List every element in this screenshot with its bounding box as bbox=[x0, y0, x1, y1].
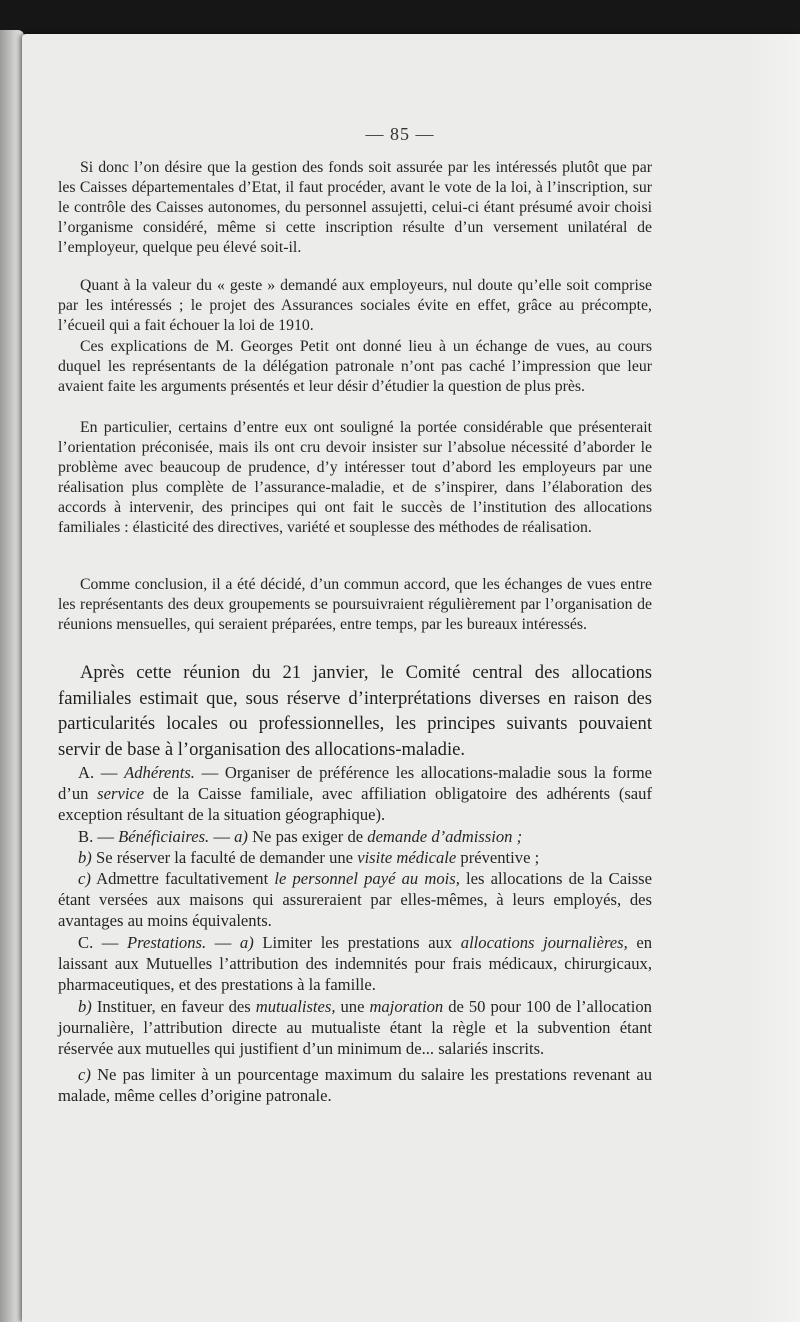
paragraph-5: Comme conclusion, il a été décidé, d’un commun accord, que les échanges de vues entre les représentants des deux groupements se poursuivraient régulièrement par l’organisation de réunions mensuelles, qui seraient préparées, entre temps, par les bureaux intéressés. bbox=[58, 576, 652, 633]
page-edge-highlight bbox=[750, 34, 800, 1322]
section-a-title: Adhérents. bbox=[124, 763, 195, 782]
page-number: — 85 — bbox=[365, 124, 435, 144]
paragraph-1: Si donc l’on désire que la gestion des fonds soit assurée par les intéressés plutôt que par les Caisses départementales d’Etat, il faut procéder, avant le vote de la loi, à l’inscription, sur le contrôle des Caisses autonomes, du personnel assujetti, celui-ci étant présumé avoir choisi l’organisme considéré, même si cette inscription résulte d’un versement unilatéral de l’employeur, quelque peu élevé soit-il. bbox=[58, 159, 652, 256]
paragraph-3: Ces explications de M. Georges Petit ont donné lieu à un échange de vues, au cours duquel les représentants de la délégation patronale n’ont pas caché l’impression que leur avaient faite les arguments présentés et leur désir d’étudier la question de plus près. bbox=[58, 338, 652, 395]
section-b-item-a: B. — Bénéficiaires. — a) Ne pas exiger de demande d’admission ; bbox=[78, 827, 523, 846]
adjacent-page-edge bbox=[0, 30, 24, 1322]
section-c-item-c: c) Ne pas limiter à un pourcentage maximum du salaire les prestations revenant au malade, même celles d’origine patronale. bbox=[58, 1065, 652, 1106]
section-b-item-b: b) Se réserver la faculté de demander une visite médicale préventive ; bbox=[78, 848, 540, 867]
main-paragraph: Après cette réunion du 21 janvier, le Comité central des allocations familiales estimait que, sous réserve d’interprétations diverses en raison des particularités locales ou professionnelles, les principes suivants pouvaient servir de base à l’organisation des allocations-maladie. bbox=[58, 662, 652, 760]
section-c-item-b: b) Instituer, en faveur des mutualistes, une majoration de 50 pour 100 de l’allocation journalière, l’attribution directe au mutualiste étant la règle et la subvention étant réservée aux mutuelles qui justifient d’un minimum de... salariés inscrits. bbox=[58, 997, 652, 1059]
section-b-item-c: c) Admettre facultativement le personnel payé au mois, les allocations de la Caisse étant versées aux maisons qui assureraient par elles-mêmes, à leurs employés, des avantages au moins équivalents. bbox=[58, 869, 652, 931]
section-c-item-a: C. — Prestations. — a) Limiter les prestations aux allocations journalières, en laissant aux Mutuelles l’attribution des indemnités pour frais médicaux, chirurgicaux, pharmaceutiques, et des prestations à la famille. bbox=[58, 933, 653, 995]
paragraph-2: Quant à la valeur du « geste » demandé aux employeurs, nul doute qu’elle soit comprise par les intéressés ; le projet des Assurances sociales évite en effet, grâce au précompte, l’écueil qui a fait échouer la loi de 1910. bbox=[58, 277, 652, 334]
section-c-title: Prestations. bbox=[127, 933, 207, 952]
section-a-adherents: A. — Adhérents. — Organiser de préférence les allocations-maladie sous la forme d’un service de la Caisse familiale, avec affiliation obligatoire des adhérents (sauf exception résultant de la situation géographique). bbox=[58, 763, 652, 825]
paragraph-4: En particulier, certains d’entre eux ont souligné la portée considérable que présenterait l’orientation préconisée, mais ils ont cru devoir insister sur l’absolue nécessité d’aborder le problème avec beaucoup de prudence, d’y intéresser tout d’abord les employeurs par une réalisation plus complète de l’assurance-maladie, et de s’inspirer, dans l’élaboration des accords à intervenir, des principes qui ont fait le succès de l’institution des allocations familiales : élasticité des directives, variété et souplesse des méthodes de réalisation. bbox=[58, 419, 652, 536]
section-b-title: Bénéficiaires. bbox=[118, 827, 210, 846]
